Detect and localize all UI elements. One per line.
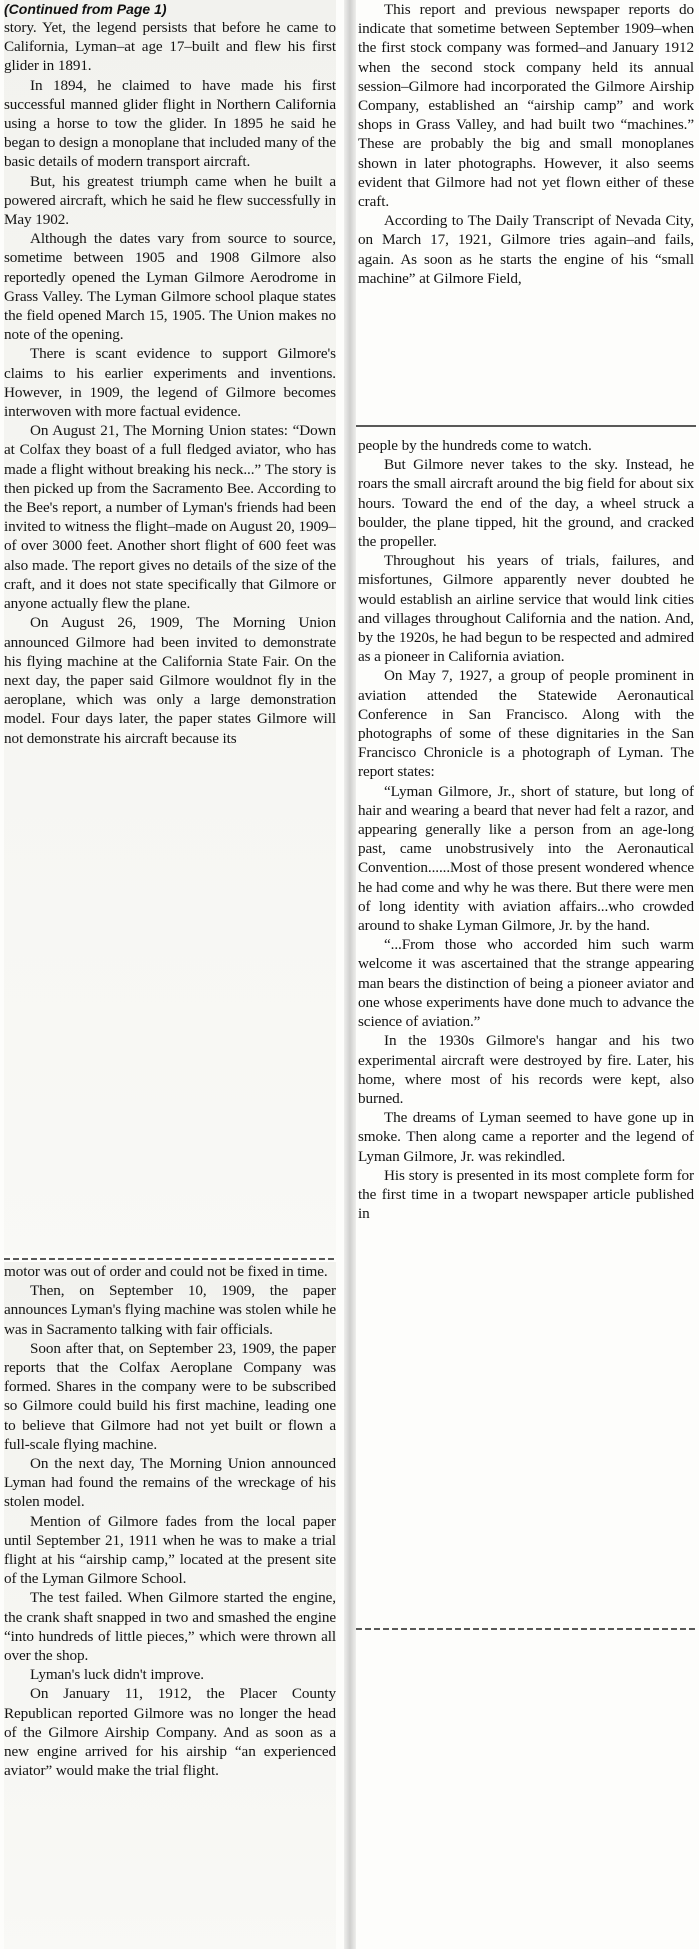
paragraph: Although the dates vary from source to source, sometime between 1905 and 1908 Gilmore also reportedly opened the Lyman Gilmore Aerodrome in Grass Valley. The Lyman Gilmore school plaque states the field opened March 15, 1905. The Union makes no note of the opening. [4, 230, 336, 344]
paragraph: “...From those who accorded him such warm welcome it was ascertained that the strange appearing man bears the distinction of being a pioneer aviator and one whose experiments have done much to advance the science of aviation.” [358, 936, 694, 1031]
paragraph: His story is presented in its most complete form for the first time in a twopart newspaper article published in [358, 1166, 694, 1223]
paragraph: The test failed. When Gilmore started the engine, the crank shaft snapped in two and smashed the engine “into hundreds of little pieces,” which were thrown all over the shop. [4, 1589, 336, 1665]
paragraph: Throughout his years of trials, failures, and misfortunes, Gilmore apparently never doubted he would establish an airline service that would link cities and villages throughout California and the nation. And, by the 1920s, he had begun to be respected and admired as a pioneer in California aviation. [358, 552, 694, 666]
paragraph: Lyman's luck didn't improve. [30, 1666, 204, 1684]
section-rule-lower [356, 1628, 696, 1630]
paragraph: But, his greatest triumph came when he built a powered aircraft, which he said he flew successfully in May 1902. [4, 172, 336, 229]
article-text-right-top [358, 0, 694, 288]
paragraph: Mention of Gilmore fades from the local paper until September 21, 1911 when he was to make a trial flight at his “airship camp,” located at the present site of the Lyman Gilmore School. [4, 1512, 336, 1588]
paragraph: On May 7, 1927, a group of people prominent in aviation attended the Statewide Aeronautical Conference in San Francisco. Along with the photographs of some of these dignitaries in the San Francisco Chronicle is a photograph of Lyman. The report states: [358, 667, 694, 781]
paragraph: The dreams of Lyman seemed to have gone up in smoke. Then along came a reporter and the legend of Lyman Gilmore, Jr. was rekindled. [358, 1109, 694, 1165]
paragraph: On January 11, 1912, the Placer County Republican reported Gilmore was no longer the head of the Gilmore Airship Company. And as soon as a new engine arrived for his airship “an experienced aviator” would make the trial flight. [4, 1685, 336, 1780]
paragraph: Soon after that, on September 23, 1909, the paper reports that the Colfax Aeroplane Company was formed. Shares in the company were to be subscribed so Gilmore could build his first machine, leading one to believe that Gilmore had not yet built or flown a full-scale flying machine. [4, 1339, 336, 1453]
paragraph: On August 26, 1909, The Morning Union announced Gilmore had been invited to demonstrate his flying machine at the California State Fair. On the next day, the paper said Gilmore wouldnot fly in the aeroplane, which was only a large demonstration model. Four days later, the paper states Gilmore will not demonstrate his aircraft because its [4, 614, 336, 747]
paragraph: According to The Daily Transcript of Nevada City, on March 17, 1921, Gilmore tries again–and fails, again. As soon as he starts the engine of his “small machine” at Gilmore Field, [358, 212, 694, 287]
article-text-right-bottom [358, 436, 694, 1223]
paragraph: But Gilmore never takes to the sky. Instead, he roars the small aircraft around the big field for about six hours. Toward the end of the day, a wheel struck a boulder, the plane tipped, hit the ground, and cracked the propeller. [358, 456, 694, 551]
left-column-top-block [4, 0, 336, 1255]
paragraph: There is scant evidence to support Gilmore's claims to his earlier experiments and inventions. However, in 1909, the legend of Gilmore becomes interwoven with more factual evidence. [4, 345, 336, 421]
paragraph: Then, on September 10, 1909, the paper announces Lyman's flying machine was stolen while he was in Sacramento talking with fair officials. [4, 1282, 336, 1338]
column-break-rule [4, 1258, 336, 1260]
paragraph: “Lyman Gilmore, Jr., short of stature, but long of hair and wearing a beard that never had felt a razor, and appearing generally like a person from an age-long past, came unobstrusively into the Aeronautical Convention......Most of those present wondered whence he had come and why he was there. But there were men of long identity with aviation affairs...who crowded around to shake Lyman Gilmore, Jr. by the hand. [358, 782, 694, 935]
continued-from-head: (Continued from Page 1) [4, 1, 167, 17]
article-text-left-top [4, 18, 336, 748]
right-column [356, 0, 699, 1949]
right-column-top-block [358, 0, 694, 420]
paragraph: people by the hundreds come to watch. [358, 437, 592, 454]
paragraph: story. Yet, the legend persists that before he came to California, Lyman–at age 17–built and flew his first glider in 1891. [4, 19, 336, 75]
section-rule-upper [356, 425, 696, 427]
paragraph: motor was out of order and could not be fixed in time. [4, 1263, 328, 1280]
paragraph: This report and previous newspaper reports do indicate that sometime between September 1909–when the first stock company was formed–and January 1912 when the second stock company held its annual session–Gilmore had incorporated the Gilmore Airship Company, established an “airship camp” and work shops in Grass Valley, and had built two “machines.” These are probably the big and small monoplanes shown in later photographs. However, it also seems evident that Gilmore had not yet flown either of these craft. [358, 1, 694, 211]
left-column [0, 0, 345, 1949]
article-text-left-bottom [4, 1262, 336, 1780]
right-column-bottom-block [358, 436, 694, 1620]
paragraph: On August 21, The Morning Union states: “Down at Colfax they boast of a full fledged aviator, who has made a flight without breaking his neck...” The story is then picked up from the Sacramento Bee. According to the Bee's report, a number of Lyman's friends had been invited to witness the flight–made on August 20, 1909–of over 3000 feet. Another short flight of 600 feet was also made. The report gives no details of the size of the craft, and it does not state specifically that Gilmore or anyone actually flew the plane. [4, 422, 336, 613]
left-column-bottom-block [4, 1262, 336, 1949]
paragraph: In 1894, he claimed to have made his first successful manned glider flight in Northern California using a horse to tow the glider. In 1895 he said he began to design a monoplane that included many of the basic details of modern transport aircraft. [4, 76, 336, 171]
column-gutter [344, 0, 356, 1949]
paragraph: In the 1930s Gilmore's hangar and his two experimental aircraft were destroyed by fire. Later, his home, where most of his records were kept, also burned. [358, 1032, 694, 1107]
paragraph: On the next day, The Morning Union announced Lyman had found the remains of the wreckage of his stolen model. [4, 1455, 336, 1511]
